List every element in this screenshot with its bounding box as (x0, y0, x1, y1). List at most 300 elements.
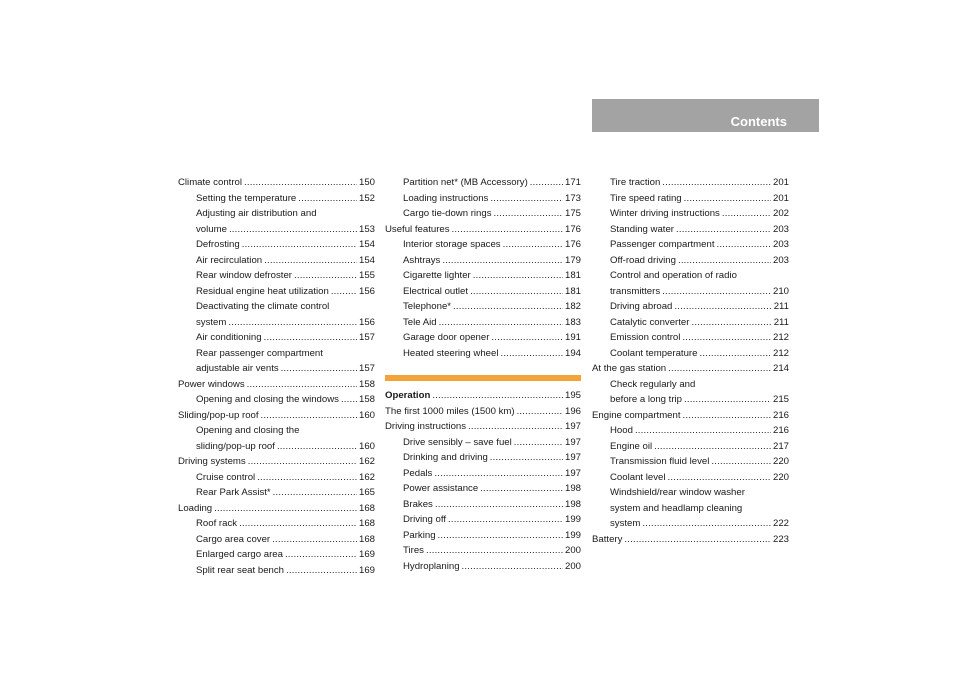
toc-page-number: 199 (564, 514, 581, 525)
toc-entry-line (610, 470, 789, 486)
toc-entry-title: Pedals (403, 467, 433, 479)
dot-leader (285, 547, 357, 563)
toc-entry-line (178, 408, 375, 424)
toc-entry[interactable] (592, 532, 789, 548)
dot-leader (490, 191, 563, 207)
dot-leader (286, 563, 357, 579)
dot-leader (248, 454, 357, 470)
toc-entry-line (592, 408, 789, 424)
toc-page-number: 157 (358, 363, 375, 374)
toc-entry-line (403, 206, 581, 222)
toc-entry[interactable] (178, 330, 375, 346)
dot-leader (642, 516, 771, 532)
toc-entry-title: Tele Aid (403, 316, 437, 328)
toc-page-number: 160 (358, 409, 375, 421)
dot-leader (711, 454, 771, 470)
toc-entry-title: Parking (403, 529, 436, 541)
toc-entry[interactable] (178, 485, 375, 501)
toc-entry-title: Battery (592, 533, 623, 545)
toc-entry[interactable] (178, 470, 375, 486)
toc-entry[interactable] (592, 222, 789, 238)
toc-entry-title: Ashtrays (403, 254, 441, 266)
toc-page-number: 212 (772, 347, 789, 359)
toc-page-number: 155 (358, 270, 375, 281)
toc-entry[interactable] (178, 191, 375, 207)
toc-entry-title: Cigarette lighter (403, 270, 471, 281)
toc-page-number: 157 (358, 332, 375, 343)
toc-entry-line (403, 253, 581, 269)
toc-entry[interactable] (592, 330, 789, 346)
dot-leader (341, 392, 357, 408)
toc-entry-line (403, 268, 581, 284)
toc-entry[interactable] (385, 284, 581, 300)
toc-entry-line (610, 392, 789, 408)
toc-entry-line (403, 497, 581, 513)
toc-entry[interactable] (178, 516, 375, 532)
dot-leader (654, 439, 771, 455)
toc-entry-line (196, 237, 375, 253)
dot-leader (500, 346, 563, 362)
toc-entry-title: Tire speed rating (610, 192, 682, 204)
dot-leader (432, 388, 563, 404)
toc-entry-line (196, 284, 375, 300)
toc-entry-title: Driving off (403, 514, 447, 525)
toc-page-number: 156 (358, 285, 375, 297)
toc-entry-title: Emission control (610, 332, 681, 343)
toc-entry-line (196, 485, 375, 501)
dot-leader (272, 532, 357, 548)
toc-entry[interactable] (178, 346, 375, 377)
toc-entry-line (610, 253, 789, 269)
toc-page-number: 191 (564, 332, 581, 343)
toc-page-number: 158 (358, 394, 375, 405)
toc-entry-title: Enlarged cargo area (196, 549, 283, 560)
toc-entry[interactable] (178, 206, 375, 237)
toc-entry[interactable] (592, 315, 789, 331)
toc-entry-title: Operation (385, 390, 431, 401)
toc-entry[interactable] (385, 346, 581, 362)
toc-entry-title: Hydroplaning (403, 560, 460, 572)
toc-entry-title: Passenger compartment (610, 239, 715, 250)
toc-entry-line (196, 253, 375, 269)
toc-page-number: 198 (564, 498, 581, 510)
toc-entry-title: Heated steering wheel (403, 347, 499, 359)
toc-entry-line (385, 419, 581, 435)
toc-page-number: 220 (772, 456, 789, 467)
toc-page-number: 179 (564, 254, 581, 266)
toc-entry-title: The first 1000 miles (1500 km) (385, 405, 515, 417)
toc-entry-text-line: Opening and closing the (196, 425, 300, 436)
dot-leader (691, 315, 771, 331)
toc-entry[interactable] (385, 299, 581, 315)
toc-entry[interactable] (385, 528, 581, 544)
toc-page-number: 217 (772, 440, 789, 452)
toc-entry-line (196, 470, 375, 486)
toc-entry-line (610, 222, 789, 238)
toc-entry[interactable] (592, 377, 789, 408)
toc-entry[interactable] (385, 559, 581, 575)
toc-entry-line (403, 435, 581, 451)
toc-entry-title: Telephone* (403, 301, 452, 312)
toc-entry-line (610, 315, 789, 331)
toc-entry-line (610, 330, 789, 346)
toc-entry-line (403, 346, 581, 362)
dot-leader (699, 346, 771, 362)
toc-entry[interactable] (385, 191, 581, 207)
toc-entry-title: Drive sensibly – save fuel (403, 436, 512, 448)
toc-entry-title: Residual engine heat utilization (196, 285, 329, 297)
toc-page-number: 210 (772, 285, 789, 297)
dot-leader (242, 237, 357, 253)
toc-entry-title: Sliding/pop-up roof (178, 409, 259, 421)
toc-entry-line (403, 512, 581, 528)
toc-entry[interactable] (178, 377, 375, 393)
toc-entry-line (610, 454, 789, 470)
dot-leader (624, 532, 771, 548)
toc-entry-title: Split rear seat bench (196, 564, 284, 576)
dot-leader (684, 392, 771, 408)
dot-leader (239, 516, 357, 532)
toc-page-number: 173 (564, 192, 581, 204)
toc-entry-title: system (610, 518, 641, 529)
dot-leader (281, 361, 357, 377)
dot-leader (264, 253, 357, 269)
dot-leader (667, 470, 771, 486)
toc-entry-title: Coolant level (610, 471, 666, 483)
dot-leader (470, 284, 563, 300)
toc-entry-line (196, 516, 375, 532)
toc-entry-title: Useful features (385, 223, 450, 235)
toc-entry[interactable] (178, 501, 375, 517)
toc-page-number: 203 (772, 223, 789, 235)
toc-entry-title: Tires (403, 545, 424, 556)
toc-entry[interactable] (592, 237, 789, 253)
toc-page-number: 160 (358, 440, 375, 452)
toc-entry-line (385, 222, 581, 238)
toc-entry-title: Tire traction (610, 177, 661, 188)
dot-leader (668, 361, 771, 377)
toc-page-number: 169 (358, 564, 375, 576)
toc-entry[interactable] (178, 454, 375, 470)
toc-entry[interactable] (385, 330, 581, 346)
dot-leader (717, 237, 771, 253)
toc-entry[interactable] (385, 175, 581, 191)
toc-entry[interactable] (178, 253, 375, 269)
dot-leader (494, 206, 563, 222)
toc-entry[interactable] (385, 268, 581, 284)
toc-page-number: 154 (358, 254, 375, 266)
toc-entry[interactable] (592, 454, 789, 470)
toc-entry[interactable] (385, 435, 581, 451)
toc-page-number: 194 (564, 347, 581, 359)
dot-leader (674, 299, 771, 315)
dot-leader (294, 268, 357, 284)
toc-entry-line (403, 175, 581, 191)
toc-page-number: 165 (358, 487, 375, 498)
dot-leader (435, 497, 563, 513)
toc-entry[interactable] (385, 450, 581, 466)
toc-entry-title: Setting the temperature (196, 192, 297, 204)
dot-leader (247, 377, 357, 393)
toc-entry-title: Hood (610, 425, 633, 436)
toc-entry-line (403, 330, 581, 346)
toc-entry[interactable] (178, 392, 375, 408)
dot-leader (462, 559, 563, 575)
toc-page-number: 203 (772, 239, 789, 250)
toc-entry[interactable] (178, 423, 375, 454)
toc-entry[interactable] (178, 268, 375, 284)
page-title: Contents (730, 114, 787, 129)
toc-page-number: 162 (358, 471, 375, 483)
toc-entry[interactable] (385, 206, 581, 222)
toc-entry-text-line: system and headlamp cleaning (610, 502, 743, 514)
toc-page-number: 200 (564, 545, 581, 556)
toc-entry-line (610, 237, 789, 253)
toc-entry-title: Opening and closing the windows (196, 394, 339, 405)
toc-entry[interactable] (385, 315, 581, 331)
toc-entry-title: adjustable air vents (196, 363, 279, 374)
toc-entry[interactable] (385, 253, 581, 269)
dot-leader (473, 268, 563, 284)
toc-page-number: 197 (564, 452, 581, 463)
dot-leader (434, 466, 563, 482)
toc-entry-line (196, 191, 375, 207)
toc-entry[interactable] (592, 268, 789, 299)
dot-leader (682, 330, 771, 346)
toc-entry-text-line: Adjusting air distribution and (196, 208, 317, 219)
toc-entry-line (178, 175, 375, 191)
toc-entry-line (610, 206, 789, 222)
toc-page-number: 175 (564, 208, 581, 219)
toc-page-number: 153 (358, 223, 375, 235)
toc-entry[interactable] (178, 175, 375, 191)
toc-page-number: 171 (564, 177, 581, 188)
dot-leader (722, 206, 771, 222)
toc-entry-line (403, 299, 581, 315)
toc-entry-title: Brakes (403, 498, 433, 510)
toc-page-number: 196 (564, 405, 581, 417)
toc-entry[interactable] (178, 563, 375, 579)
dot-leader (229, 222, 357, 238)
toc-page-number: 197 (564, 421, 581, 432)
dot-leader (503, 237, 563, 253)
toc-page-number: 183 (564, 316, 581, 328)
toc-entry-line (610, 175, 789, 191)
toc-page-number: 200 (564, 560, 581, 572)
toc-entry-line (610, 439, 789, 455)
toc-page-number: 156 (358, 316, 375, 328)
toc-entry[interactable] (592, 299, 789, 315)
toc-entry-line (196, 532, 375, 548)
dot-leader (264, 330, 357, 346)
toc-entry-line (385, 388, 581, 404)
toc-entry[interactable] (592, 423, 789, 439)
toc-entry-line (592, 361, 789, 377)
toc-entry-title: Driving abroad (610, 301, 673, 312)
toc-entry-line (403, 466, 581, 482)
toc-page-number: 152 (358, 192, 375, 204)
toc-entry-title: Catalytic converter (610, 316, 690, 328)
toc-entry-line (610, 191, 789, 207)
toc-entry[interactable] (178, 532, 375, 548)
dot-leader (684, 191, 771, 207)
toc-entry-title: Cargo tie-down rings (403, 208, 492, 219)
toc-column-3 (592, 175, 789, 547)
dot-leader (273, 485, 357, 501)
toc-entry-line (196, 439, 375, 455)
toc-entry-text-line: Control and operation of radio (610, 270, 737, 281)
toc-entry-title: Interior storage spaces (403, 239, 501, 250)
toc-page-number: 211 (773, 301, 789, 312)
toc-page-number: 212 (772, 332, 789, 343)
toc-entry-line (610, 299, 789, 315)
toc-entry-title: volume (196, 223, 227, 235)
toc-entry-title: At the gas station (592, 363, 667, 374)
toc-page-number: 168 (358, 502, 375, 514)
dot-leader (530, 175, 563, 191)
toc-entry-title: Loading (178, 502, 213, 514)
toc-page-number: 199 (564, 529, 581, 541)
toc-entry-title: system (196, 316, 227, 328)
toc-entry[interactable] (592, 175, 789, 191)
dot-leader (257, 470, 357, 486)
toc-entry[interactable] (592, 346, 789, 362)
toc-entry[interactable] (592, 485, 789, 532)
toc-entry[interactable] (385, 543, 581, 559)
toc-entry[interactable] (592, 408, 789, 424)
toc-page-number: 202 (772, 208, 789, 219)
toc-entry[interactable] (592, 206, 789, 222)
toc-page-number: 176 (564, 239, 581, 250)
toc-page-number: 168 (358, 533, 375, 545)
toc-page-number: 211 (773, 316, 789, 328)
toc-entry-title: Driving instructions (385, 421, 467, 432)
section-heading-operation[interactable] (385, 388, 581, 404)
toc-entry-line (196, 392, 375, 408)
dot-leader (676, 222, 771, 238)
toc-entry-title: Power windows (178, 378, 245, 390)
toc-page-number: 197 (564, 467, 581, 479)
toc-entry[interactable] (178, 408, 375, 424)
dot-leader (439, 315, 563, 331)
toc-page-number: 181 (564, 285, 581, 297)
toc-entry-title: Roof rack (196, 518, 238, 529)
toc-entry-title: Rear Park Assist* (196, 487, 271, 498)
toc-entry[interactable] (178, 547, 375, 563)
dot-leader (490, 450, 563, 466)
toc-entry-title: Engine oil (610, 440, 653, 452)
toc-entry-title: Standing water (610, 223, 674, 235)
toc-entry-line (196, 361, 375, 377)
toc-entry-line (403, 191, 581, 207)
toc-entry-text-line: Deactivating the climate control (196, 301, 330, 312)
dot-leader (448, 512, 563, 528)
toc-entry[interactable] (178, 299, 375, 330)
toc-entry-title: Coolant temperature (610, 347, 698, 359)
toc-entry-line (403, 543, 581, 559)
dot-leader (683, 408, 771, 424)
dot-leader (261, 408, 357, 424)
contents-header (592, 99, 819, 132)
toc-page-number: 214 (772, 363, 789, 374)
dot-leader (514, 435, 563, 451)
toc-entry[interactable] (592, 361, 789, 377)
toc-entry[interactable] (592, 253, 789, 269)
dot-leader (468, 419, 563, 435)
toc-entry-line (196, 563, 375, 579)
toc-entry-title: Climate control (178, 177, 242, 188)
toc-entry-line (196, 222, 375, 238)
section-divider-bar (385, 375, 581, 381)
toc-entry[interactable] (178, 284, 375, 300)
dot-leader (331, 284, 357, 300)
toc-entry-title: before a long trip (610, 394, 682, 405)
toc-entry[interactable] (592, 191, 789, 207)
dot-leader (442, 253, 563, 269)
toc-entry[interactable] (592, 439, 789, 455)
toc-page-number: 201 (772, 192, 789, 204)
toc-entry-line (403, 284, 581, 300)
toc-column-2 (385, 175, 581, 574)
toc-page-number: 220 (772, 471, 789, 483)
toc-page-number: 203 (772, 254, 789, 266)
toc-page-number: 168 (358, 518, 375, 529)
toc-page-number: 181 (564, 270, 581, 281)
toc-entry[interactable] (592, 470, 789, 486)
dot-leader (214, 501, 357, 517)
toc-entry-line (403, 559, 581, 575)
dot-leader (452, 222, 563, 238)
toc-page-number: 169 (358, 549, 375, 560)
toc-entry-line (403, 315, 581, 331)
toc-entry-title: Loading instructions (403, 192, 489, 204)
toc-entry-text-line: Check regularly and (610, 378, 696, 390)
toc-entry-line (610, 346, 789, 362)
toc-page-number: 162 (358, 456, 375, 467)
toc-entry-title: Winter driving instructions (610, 208, 720, 219)
dot-leader (635, 423, 771, 439)
toc-entry-title: Power assistance (403, 483, 479, 494)
toc-entry[interactable] (178, 237, 375, 253)
toc-entry-line (178, 377, 375, 393)
toc-entry[interactable] (385, 404, 581, 420)
toc-entry[interactable] (385, 419, 581, 435)
toc-entry-line (403, 481, 581, 497)
toc-entry-title: Rear window defroster (196, 270, 292, 281)
toc-column-1 (178, 175, 375, 578)
toc-entry-text-line: Windshield/rear window washer (610, 487, 745, 498)
toc-entry-line (196, 315, 375, 331)
toc-entry-line (403, 237, 581, 253)
toc-entry[interactable] (385, 512, 581, 528)
toc-entry[interactable] (385, 237, 581, 253)
toc-page-number: 176 (564, 223, 581, 235)
dot-leader (298, 191, 357, 207)
toc-entry-line (178, 454, 375, 470)
toc-entry-line (592, 532, 789, 548)
toc-page-number: 158 (358, 378, 375, 390)
toc-entry-line (610, 516, 789, 532)
dot-leader (662, 175, 771, 191)
toc-entry-line (178, 501, 375, 517)
toc-entry-title: transmitters (610, 285, 661, 297)
toc-entry[interactable] (385, 497, 581, 513)
toc-entry[interactable] (385, 481, 581, 497)
toc-entry[interactable] (385, 222, 581, 238)
toc-entry-title: Driving systems (178, 456, 246, 467)
toc-page-number: 216 (772, 425, 789, 436)
toc-entry[interactable] (385, 466, 581, 482)
